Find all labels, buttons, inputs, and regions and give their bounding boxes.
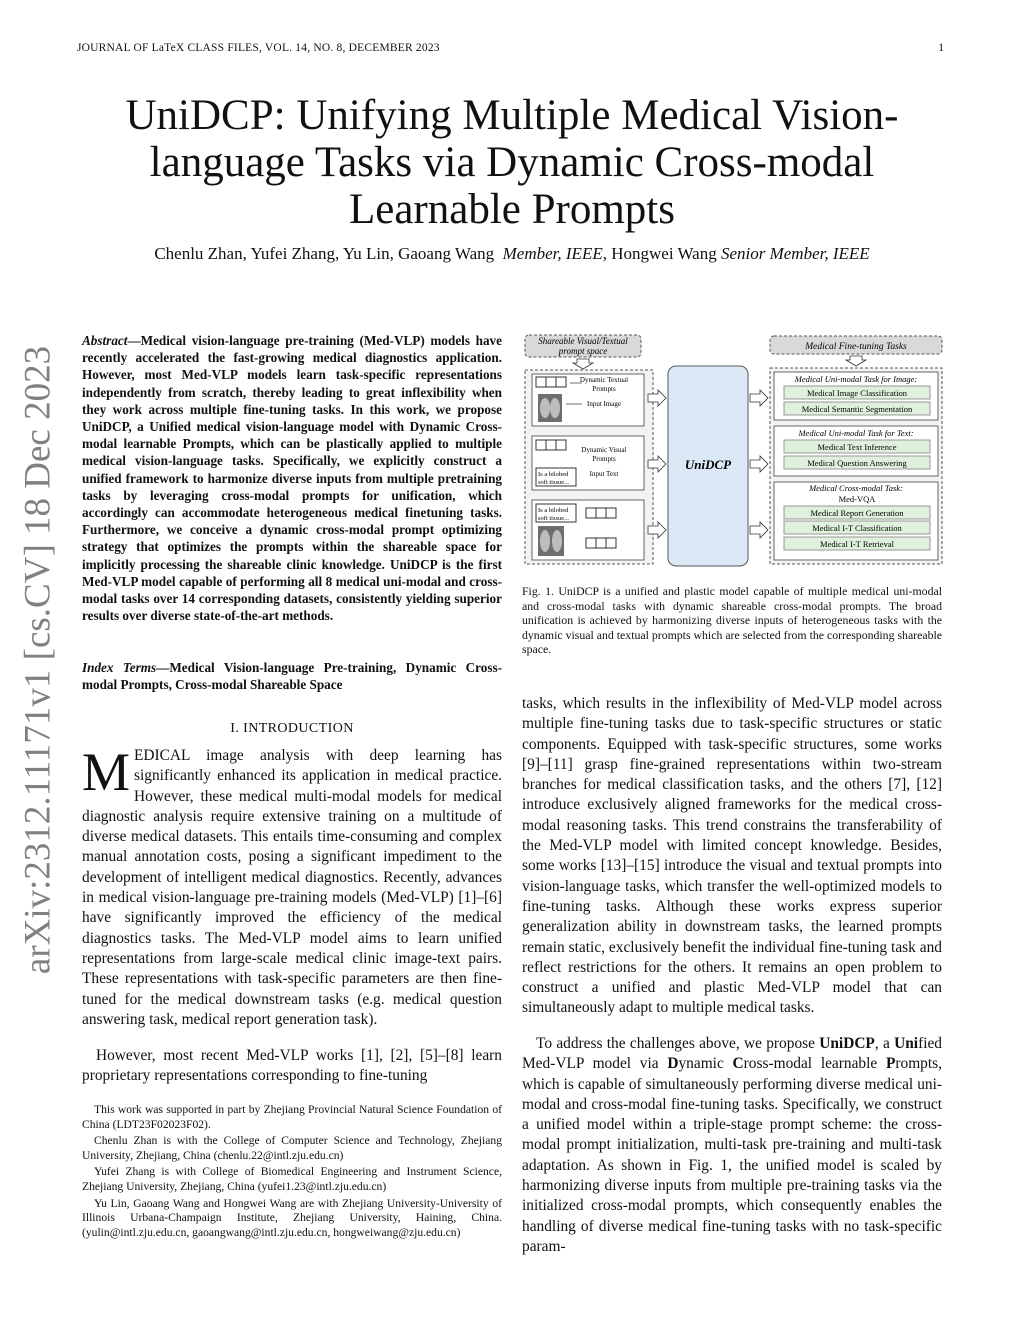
arxiv-stamp-container — [10, 340, 66, 980]
finetune-title: Medical Fine-tuning Tasks — [805, 342, 907, 352]
dyn-visual-label: Dynamic Visual — [581, 446, 627, 454]
group3-item-3: Medical I-T Classification — [812, 523, 902, 533]
rp2-uni-bold: Uni — [894, 1035, 919, 1052]
rp2-d-bold: D — [667, 1055, 679, 1073]
intro-text-1: EDICAL image analysis with deep learning has significantly enhanced its application in medical practice. However, these medical multi-modal models for medical diagnostic analysis require extensive training on a multitude of diverse medical datasets. This entails time-consuming and complex manual annotation costs, posing a significant impediment to the development of intelligent medical diagnostics. Recently, advances in medical vision-language pre-training models (Med-VLP) [1]–[6] have significantly improved the efficiency of the medical diagnostics tasks. The Med-VLP model aims to learn unified representations from large-scale medical clinic image-text pairs. These representations with task-specific parameters are then fine-tuned for the medical downstream tasks (e.g. medical question answering task, medical report generation task). — [82, 747, 502, 1028]
abstract-label: Abstract — [82, 333, 128, 348]
index-terms-label: Index Terms — [82, 660, 157, 675]
prompt-space-label-1: Shareable Visual/Textual — [538, 336, 628, 346]
bilobed-text-2a: Is a bilobed — [538, 507, 569, 514]
down-arrow-left — [573, 359, 593, 369]
group3-title: Medical Cross-modal Task: — [809, 483, 903, 493]
page-number: 1 — [938, 42, 944, 54]
footnote-author-3: Yu Lin, Gaoang Wang and Hongwei Wang are with Zhejiang University-University of Illinois Urbana-Champaign Institute, Zhejiang University, Haining, China. (yulin@intl.zju.edu.cn, gaoangwang@intl.zju.edu.cn, hongweiwang@zju.edu.cn) — [82, 1196, 502, 1239]
right-paragraph-1: tasks, which results in the inflexibility of Med-VLP model across multiple fine-tuning tasks due to task-specific structures or static components. Equipped with task-specific structures, some works [9]–[11] grasp fine-grained representations within two-stream branches for medical classification tasks, and the others [7], [12] introduce exclusively aligned frameworks for the medical cross-modal reasoning tasks. This trend constrains the transferability of the Med-VLP model with limited concept knowledge. Besides, some works [13]–[15] introduce the visual and textual prompts into vision-language tasks, which transfer the well-optimized models to fine-tuning tasks. Although these works express superior generalization ability in downstream tasks, the learned prompts remain static, exclusively benefit the individual fine-tuning task and reflect restrictions for the others. It remains an open problem to construct a unified and plastic Med-VLP model that can simultaneously adapt to multiple medical tasks. — [522, 695, 942, 1017]
group2-item-1: Medical Text Inference — [817, 442, 897, 452]
group1-item-1: Medical Image Classification — [806, 388, 908, 398]
group3-item-1: Med-VQA — [838, 494, 876, 504]
abstract-text: —Medical vision-language pre-training (Med-VLP) models have recently accelerated the fast-growing medical diagnostics application. However, most Med-VLP models learn task-specific representations independently from scratch, thereby leading to great inflexibility when they work across multiple fine-tuning tasks. In this work, we propose UniDCP, a Unified medical vision-language model with Dynamic Cross-modal learnable Prompts, which can be plastically applied to multiple medical vision-language tasks. Specifically, we explicitly construct a unified framework to harmonize diverse inputs from multiple pretraining tasks by leveraging cross-modal prompts for unification, which accordingly can accommodate heterogeneous medical finetuning tasks. Furthermore, we conceive a dynamic cross-modal prompt optimizing strategy that optimizes the prompts within the shareable space for implicitly processing the shareable clinic knowledge. UniDCP is the first Med-VLP model capable of performing all 8 medical uni-modal and cross-modal tasks over 14 corresponding datasets, consistently yielding superior results over diverse state-of-the-art methods. — [82, 333, 502, 624]
arrows-to-tasks — [750, 390, 768, 538]
rp2-name: UniDCP — [819, 1035, 875, 1052]
dropcap: M — [82, 742, 131, 802]
bilobed-text-1b: soft tissue... — [538, 479, 570, 486]
dyn-textual-prompts: Prompts — [592, 385, 616, 393]
author-line — [60, 244, 964, 264]
rp2-p-rest: rompts — [895, 1055, 939, 1073]
dyn-visual-prompts: Prompts — [592, 455, 616, 463]
right-paragraph-2 — [522, 1034, 942, 1257]
footnote-author-1: Chenlu Zhan is with the College of Computer Science and Technology, Zhejiang University, Zhejiang, China (chenlu.22@intl.zju.edu.cn) — [82, 1134, 502, 1162]
rp2-d-rest: ynamic — [678, 1055, 733, 1073]
prompt-tokens-2 — [536, 440, 566, 450]
figure-1 — [522, 332, 946, 568]
rp2-c: Med-VLP model via — [522, 1055, 668, 1073]
prompt-tokens-1 — [536, 377, 566, 387]
group1-item-2: Medical Semantic Segmentation — [801, 404, 913, 414]
author-role-1: Member, IEEE — [502, 244, 603, 263]
author-names-2: , Hongwei Wang — [602, 244, 717, 263]
group2-title: Medical Uni-modal Task for Text: — [798, 428, 914, 438]
footnote-funding: This work was supported in part by Zhejiang Provincial Natural Science Foundation of China (LDT23F02023F02). — [82, 1103, 502, 1131]
author-role-2: Senior Member, IEEE — [720, 244, 870, 263]
unidcp-label: UniDCP — [684, 457, 732, 472]
abstract — [82, 332, 502, 624]
group3-item-2: Medical Report Generation — [810, 508, 904, 518]
rp2-c-bold: C — [732, 1055, 744, 1073]
rp2-b: , a — [874, 1035, 895, 1052]
rp2-c-rest: ross-modal — [743, 1055, 813, 1073]
running-header: JOURNAL OF LaTeX CLASS FILES, VOL. 14, NO. 8, DECEMBER 2023 — [77, 42, 440, 54]
figure-diagram — [522, 332, 946, 568]
dyn-textual-label: Dynamic Textual — [579, 376, 629, 384]
paper-title: UniDCP: Unifying Multiple Medical Vision-language Tasks via Dynamic Cross-modal Learnable Prompts — [125, 92, 899, 233]
bilobed-text-2b: soft tissue... — [538, 515, 570, 522]
index-terms-text: —Medical Vision-language Pre-training, Dynamic Cross-modal Prompts, Cross-modal Shareable Space — [82, 660, 502, 693]
author-names-1: Chenlu Zhan, Yufei Zhang, Yu Lin, Gaoang Wang — [154, 244, 495, 263]
down-arrow-right — [846, 356, 866, 366]
group1-title: Medical Uni-modal Task for Image: — [794, 374, 918, 384]
rp2-e: , which is capable of simultaneously performing diverse medical uni-modal and cross-modal fine-tuning tasks. Specifically, we construct a unified model within a triple-stage prompt scheme: the cross-modal prompt initialization, multi-task pre-training and multi-task adaptation. As shown in Fig. 1, the unified model is scaled by harmonizing diverse inputs from multiple pre-training tasks via the initialized cross-modal prompts, which consequently enables the handling of diverse medical fine-tuning tasks with no task-specific param- — [522, 1055, 942, 1255]
figure-caption: Fig. 1. UniDCP is a unified and plastic model capable of multiple medical uni-modal and cross-modal tasks with dynamic shareable cross-modal prompts. The broad unification is achieved by harmonizing diverse inputs of heterogeneous tasks with the dynamic visual and textual prompts which are selected from the corresponding shareable space. — [522, 584, 942, 657]
rp2-d: learnable — [812, 1055, 886, 1073]
input-text-label: Input Text — [589, 470, 619, 478]
intro-paragraph-1 — [82, 742, 502, 1030]
bilobed-text-1a: Is a bilobed — [538, 471, 569, 478]
group2-item-2: Medical Question Answering — [807, 458, 907, 468]
group3-item-4: Medical I-T Retrieval — [820, 539, 894, 549]
input-image-label: Input Image — [586, 400, 622, 408]
section-heading: I. INTRODUCTION — [230, 721, 354, 736]
footnotes — [82, 1103, 502, 1242]
index-terms — [82, 659, 502, 693]
rp2-uni-rest: fied — [918, 1035, 942, 1052]
footnote-author-2: Yufei Zhang is with College of Biomedical Engineering and Instrument Science, Zhejiang University, Zhejiang, China (yufei1.23@intl.zju.edu.cn) — [82, 1165, 502, 1193]
prompt-space-label-2: prompt space — [558, 346, 608, 356]
intro-paragraph-2: However, most recent Med-VLP works [1], [2], [5]–[8] learn proprietary representations corresponding to fine-tuning — [82, 1047, 502, 1085]
rp2-a: To address the challenges above, we propose — [536, 1035, 820, 1052]
rp2-p-bold: P — [885, 1055, 896, 1073]
arxiv-stamp[interactable]: arXiv:2312.11171v1 [cs.CV] 18 Dec 2023 — [17, 345, 59, 975]
